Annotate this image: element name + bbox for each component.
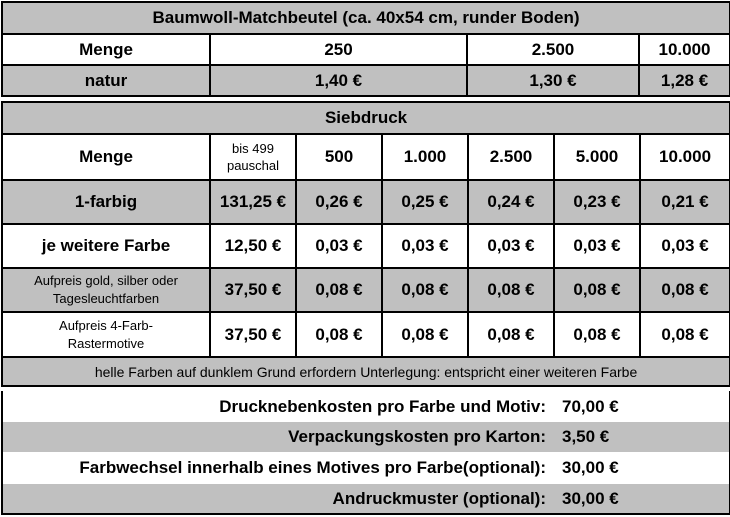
- menge-label: Menge: [2, 34, 210, 65]
- price-cell: 0,08 €: [640, 312, 730, 357]
- qty-cell: 10.000: [639, 34, 730, 65]
- price-cell: 1,30 €: [467, 65, 639, 96]
- price-cell: 0,08 €: [296, 312, 382, 357]
- cost-row: [2, 452, 730, 484]
- cost-row: [2, 422, 730, 452]
- table-row: [2, 224, 730, 268]
- cost-row: [2, 484, 730, 514]
- table-row: [2, 180, 730, 224]
- qty-header: 10.000: [640, 134, 730, 180]
- price-cell: 0,08 €: [554, 268, 640, 312]
- table-row: [2, 312, 730, 357]
- price-cell: 0,08 €: [554, 312, 640, 357]
- price-cell: 37,50 €: [210, 312, 296, 357]
- price-cell: 0,26 €: [296, 180, 382, 224]
- price-cell: 0,08 €: [640, 268, 730, 312]
- cost-value: 3,50 €: [562, 422, 730, 452]
- price-cell: 12,50 €: [210, 224, 296, 268]
- row-label: [2, 312, 210, 357]
- row-label-line: Tagesleuchtfarben: [52, 291, 160, 306]
- qty-header: 500: [296, 134, 382, 180]
- qty-header: 2.500: [468, 134, 554, 180]
- price-cell: 0,08 €: [382, 312, 468, 357]
- additional-costs: [1, 391, 730, 515]
- row-label: je weitere Farbe: [2, 224, 210, 268]
- cost-label: Drucknebenkosten pro Farbe und Motiv:: [2, 391, 562, 422]
- price-cell: 1,28 €: [639, 65, 730, 96]
- price-cell: 0,03 €: [640, 224, 730, 268]
- price-cell: 131,25 €: [210, 180, 296, 224]
- note-text: helle Farben auf dunklem Grund erfordern Unterlegung: entspricht einer weiteren Farbe: [2, 357, 730, 386]
- price-cell: 0,03 €: [296, 224, 382, 268]
- qty-header: 5.000: [554, 134, 640, 180]
- cost-row: [2, 391, 730, 422]
- row-label-line: Rastermotive: [67, 335, 145, 351]
- cost-value: 30,00 €: [562, 452, 730, 484]
- price-cell: 37,50 €: [210, 268, 296, 312]
- price-cell: 0,08 €: [296, 268, 382, 312]
- variant-label: natur: [2, 65, 210, 96]
- cost-label: Farbwechsel innerhalb eines Motives pro Farbe(optional):: [2, 452, 562, 484]
- qty-header-line: bis 499: [232, 141, 274, 156]
- row-label-line: Aufpreis gold, silber oder: [34, 273, 178, 288]
- price-cell: 0,08 €: [468, 312, 554, 357]
- cost-label: Verpackungskosten pro Karton:: [2, 422, 562, 452]
- cost-label: Andruckmuster (optional):: [2, 484, 562, 514]
- menge-label: Menge: [2, 134, 210, 180]
- cost-value: 70,00 €: [562, 391, 730, 422]
- price-cell: 0,23 €: [554, 180, 640, 224]
- table-row: [2, 268, 730, 312]
- product-title: Baumwoll-Matchbeutel (ca. 40x54 cm, runder Boden): [2, 2, 730, 34]
- siebdruck-title: Siebdruck: [2, 102, 730, 134]
- price-cell: 1,40 €: [210, 65, 467, 96]
- price-cell: 0,08 €: [382, 268, 468, 312]
- price-cell: 0,03 €: [554, 224, 640, 268]
- price-cell: 0,03 €: [468, 224, 554, 268]
- siebdruck-price-table: [1, 101, 730, 387]
- product-price-table: [1, 1, 730, 97]
- qty-cell: 250: [210, 34, 467, 65]
- price-cell: 0,03 €: [382, 224, 468, 268]
- price-cell: 0,24 €: [468, 180, 554, 224]
- row-label: 1-farbig: [2, 180, 210, 224]
- qty-header-line: pauschal: [226, 158, 280, 173]
- cost-value: 30,00 €: [562, 484, 730, 514]
- qty-header: 1.000: [382, 134, 468, 180]
- row-label: [2, 268, 210, 312]
- qty-cell: 2.500: [467, 34, 639, 65]
- price-cell: 0,25 €: [382, 180, 468, 224]
- qty-header-first: [210, 134, 296, 180]
- price-cell: 0,08 €: [468, 268, 554, 312]
- row-label-line: Aufpreis 4-Farb-: [59, 317, 153, 333]
- price-cell: 0,21 €: [640, 180, 730, 224]
